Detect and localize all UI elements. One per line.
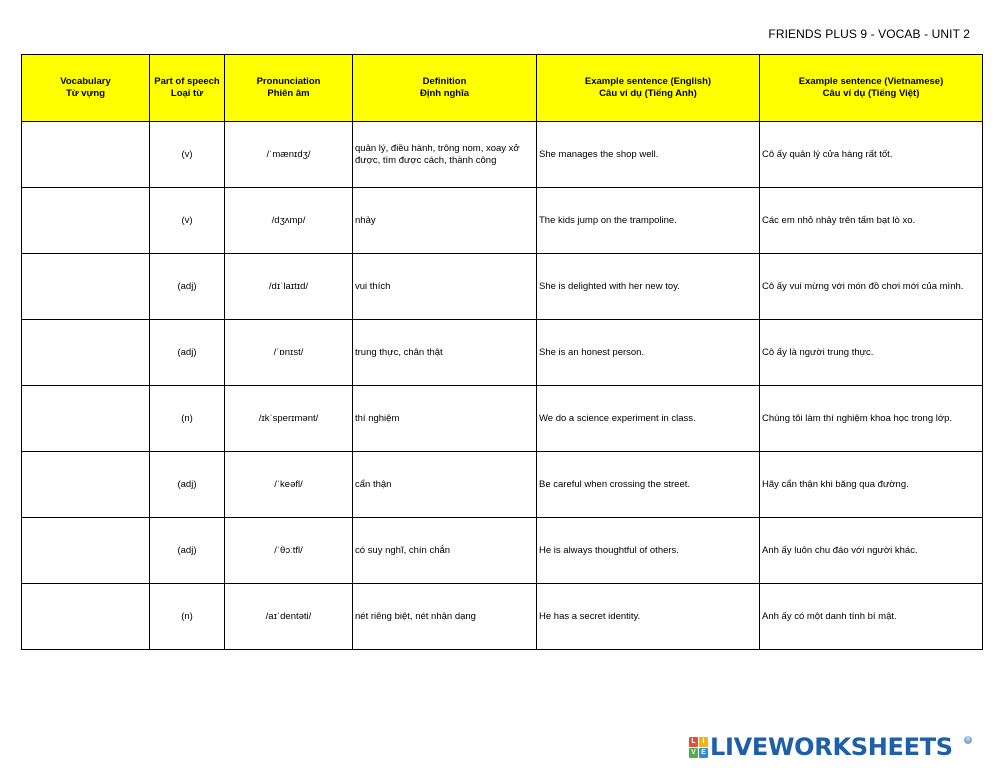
definition-cell: cẩn thận [353,452,537,518]
example-english-cell: She is delighted with her new toy. [537,254,760,320]
example-vietnamese-cell: Các em nhỏ nhảy trên tấm bạt lò xo. [760,188,983,254]
column-header-vocabulary: Vocabulary Từ vựng [22,55,150,122]
logo-letter-v: V [689,748,698,758]
table-row [22,254,983,320]
logo-letter-l: L [689,737,698,747]
example-vietnamese-cell: Cô ấy quản lý cửa hàng rất tốt. [760,122,983,188]
vocab-table [21,54,983,650]
table-row [22,320,983,386]
part-of-speech-cell: (adj) [150,518,225,584]
part-of-speech-cell: (adj) [150,452,225,518]
column-header-example-english: Example sentence (English) Câu ví dụ (Tiếng Anh) [537,55,760,122]
pronunciation-cell: /ˈkeəfl/ [225,452,353,518]
column-header-example-vietnamese: Example sentence (Vietnamese) Câu ví dụ (Tiếng Việt) [760,55,983,122]
definition-cell: có suy nghĩ, chín chắn [353,518,537,584]
liveworksheets-brand [689,733,971,761]
vocabulary-answer-cell[interactable] [22,122,150,188]
column-header-pronunciation: Pronunciation Phiên âm [225,55,353,122]
example-vietnamese-cell: Cô ấy vui mừng với món đồ chơi mới của mình. [760,254,983,320]
example-english-cell: Be careful when crossing the street. [537,452,760,518]
definition-cell: thí nghiệm [353,386,537,452]
part-of-speech-cell: (adj) [150,320,225,386]
part-of-speech-cell: (n) [150,584,225,650]
example-english-cell: She is an honest person. [537,320,760,386]
table-row [22,452,983,518]
page-header-title: FRIENDS PLUS 9 - VOCAB - UNIT 2 [768,27,970,41]
liveworksheets-logo-icon [689,737,708,758]
example-vietnamese-cell: Chúng tôi làm thí nghiệm khoa học trong lớp. [760,386,983,452]
definition-cell: nét riêng biệt, nét nhận dạng [353,584,537,650]
pronunciation-cell: /dʒʌmp/ [225,188,353,254]
example-vietnamese-cell: Hãy cẩn thận khi băng qua đường. [760,452,983,518]
table-row [22,122,983,188]
part-of-speech-cell: (v) [150,122,225,188]
example-english-cell: He has a secret identity. [537,584,760,650]
table-row [22,584,983,650]
pronunciation-cell: /aɪˈdentəti/ [225,584,353,650]
logo-letter-i: I [699,737,708,747]
definition-cell: vui thích [353,254,537,320]
vocabulary-answer-cell[interactable] [22,518,150,584]
table-row [22,188,983,254]
pronunciation-cell: /ˈɒnɪst/ [225,320,353,386]
logo-letter-e: E [699,748,708,758]
vocabulary-answer-cell[interactable] [22,584,150,650]
pronunciation-cell: /ɪkˈsperɪmənt/ [225,386,353,452]
part-of-speech-cell: (n) [150,386,225,452]
vocabulary-answer-input[interactable] [25,210,147,232]
vocabulary-answer-input[interactable] [25,342,147,364]
vocabulary-answer-input[interactable] [25,474,147,496]
definition-cell: nhảy [353,188,537,254]
definition-cell: trung thực, chân thật [353,320,537,386]
example-vietnamese-cell: Cô ấy là người trung thực. [760,320,983,386]
vocabulary-answer-cell[interactable] [22,188,150,254]
pronunciation-cell: /dɪˈlaɪtɪd/ [225,254,353,320]
table-header-row [22,55,983,122]
example-english-cell: We do a science experiment in class. [537,386,760,452]
vocabulary-answer-cell[interactable] [22,254,150,320]
pronunciation-cell: /ˈmænɪdʒ/ [225,122,353,188]
part-of-speech-cell: (v) [150,188,225,254]
example-english-cell: He is always thoughtful of others. [537,518,760,584]
example-english-cell: The kids jump on the trampoline. [537,188,760,254]
vocabulary-answer-cell[interactable] [22,452,150,518]
example-vietnamese-cell: Anh ấy luôn chu đáo với người khác. [760,518,983,584]
example-english-cell: She manages the shop well. [537,122,760,188]
pronunciation-cell: /ˈθɔːtfl/ [225,518,353,584]
column-header-part-of-speech: Part of speech Loại từ [150,55,225,122]
vocabulary-answer-input[interactable] [25,606,147,628]
vocabulary-answer-cell[interactable] [22,386,150,452]
brand-wordmark: LIVEWORKSHEETS [710,733,953,761]
vocabulary-answer-cell[interactable] [22,320,150,386]
vocabulary-answer-input[interactable] [25,144,147,166]
table-row [22,386,983,452]
example-vietnamese-cell: Anh ấy có một danh tính bí mật. [760,584,983,650]
definition-cell: quản lý, điều hành, trông nom, xoay xở được, tìm được cách, thành công [353,122,537,188]
table-row [22,518,983,584]
registered-mark-icon: ® [965,737,971,743]
column-header-definition: Definition Định nghĩa [353,55,537,122]
vocabulary-answer-input[interactable] [25,408,147,430]
part-of-speech-cell: (adj) [150,254,225,320]
vocabulary-answer-input[interactable] [25,540,147,562]
vocabulary-answer-input[interactable] [25,276,147,298]
